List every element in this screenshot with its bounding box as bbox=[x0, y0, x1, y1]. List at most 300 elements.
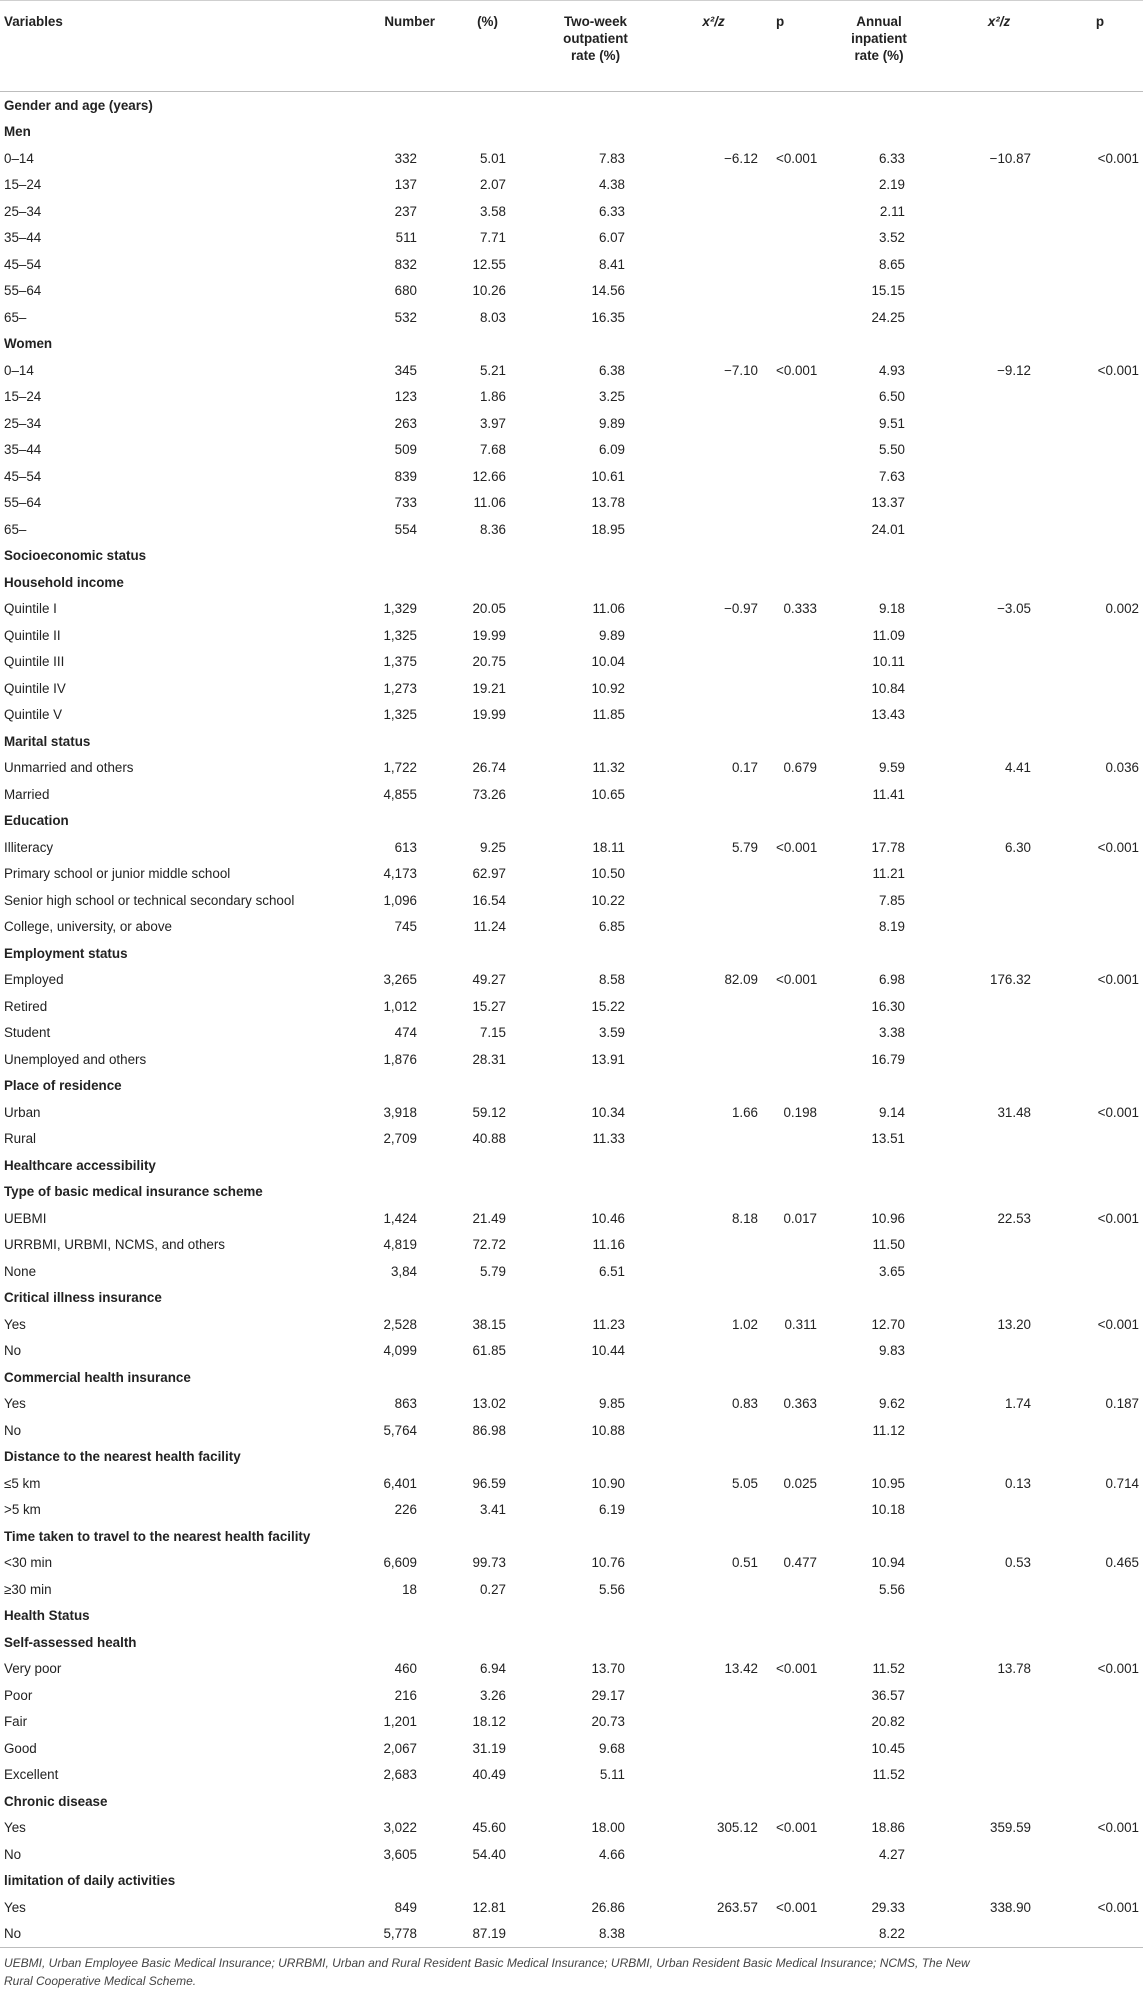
cell-p-1: <0.001 bbox=[776, 362, 818, 378]
cell-two-week-rate: 18.11 bbox=[592, 839, 625, 855]
cell-number: 1,329 bbox=[383, 601, 417, 617]
cell-chi-square-2 bbox=[941, 702, 1057, 729]
cell-two-week-rate: 6.85 bbox=[598, 919, 625, 935]
cell-percent: 6.94 bbox=[479, 1661, 506, 1677]
cell-percent: 73.26 bbox=[472, 786, 506, 802]
cell-chi-square-1 bbox=[655, 1576, 772, 1603]
section-label: Place of residence bbox=[4, 1078, 122, 1094]
cell-variable: No bbox=[4, 1846, 22, 1862]
section-label: Self-assessed health bbox=[4, 1634, 137, 1650]
cell-annual-rate: 10.11 bbox=[872, 654, 905, 670]
cell-variable: 35–44 bbox=[4, 230, 42, 246]
cell-annual-rate: 6.50 bbox=[878, 389, 905, 405]
cell-p-2 bbox=[1057, 993, 1143, 1020]
cell-p-1 bbox=[772, 1682, 817, 1709]
cell-chi-square-1 bbox=[655, 1417, 772, 1444]
section-row bbox=[0, 1868, 1143, 1895]
table-row bbox=[0, 1841, 1143, 1868]
section-row bbox=[0, 331, 1143, 358]
cell-chi-square-2 bbox=[941, 198, 1057, 225]
cell-p-2 bbox=[1057, 781, 1143, 808]
cell-annual-rate: 20.82 bbox=[871, 1714, 905, 1730]
cell-p-2 bbox=[1057, 172, 1143, 199]
cell-two-week-rate: 16.35 bbox=[591, 309, 625, 325]
footnote-line-1: UEBMI, Urban Employee Basic Medical Insurance; URRBMI, Urban and Rural Resident Basic Medical Insurance; URBMI, Urban Resident Basic Medical Insurance; NCMS, The New bbox=[4, 1956, 970, 1970]
header-annual-line1: Annual bbox=[856, 14, 902, 29]
table-row bbox=[0, 914, 1143, 941]
cell-chi-square-2 bbox=[941, 251, 1057, 278]
cell-chi-square-1 bbox=[655, 649, 772, 676]
cell-number: 1,096 bbox=[383, 892, 417, 908]
cell-p-2 bbox=[1057, 304, 1143, 331]
header-p-2: p bbox=[1057, 1, 1143, 92]
cell-annual-rate: 17.78 bbox=[871, 839, 905, 855]
cell-number: 839 bbox=[394, 468, 417, 484]
cell-variable: Very poor bbox=[4, 1661, 62, 1677]
cell-number: 4,819 bbox=[383, 1237, 417, 1253]
cell-p-2: 0.187 bbox=[1105, 1396, 1139, 1412]
cell-two-week-rate: 5.56 bbox=[598, 1581, 625, 1597]
cell-p-1 bbox=[772, 887, 817, 914]
cell-annual-rate: 11.50 bbox=[872, 1237, 905, 1253]
table-row bbox=[0, 1020, 1143, 1047]
cell-annual-rate: 6.98 bbox=[878, 972, 905, 988]
cell-p-2 bbox=[1057, 1497, 1143, 1524]
cell-chi-square-2 bbox=[941, 1338, 1057, 1365]
cell-chi-square-1 bbox=[655, 993, 772, 1020]
cell-two-week-rate: 5.11 bbox=[599, 1767, 625, 1783]
cell-chi-square-1: 5.05 bbox=[731, 1475, 758, 1491]
cell-variable: College, university, or above bbox=[4, 919, 172, 935]
cell-annual-rate: 10.96 bbox=[871, 1210, 905, 1226]
table-row bbox=[0, 834, 1143, 861]
cell-percent: 15.27 bbox=[472, 998, 506, 1014]
cell-number: 680 bbox=[394, 283, 417, 299]
cell-p-1 bbox=[772, 1497, 817, 1524]
cell-percent: 19.21 bbox=[472, 680, 506, 696]
table-row bbox=[0, 1682, 1143, 1709]
cell-p-2 bbox=[1057, 1020, 1143, 1047]
cell-percent: 2.07 bbox=[479, 177, 506, 193]
cell-annual-rate: 11.12 bbox=[872, 1422, 905, 1438]
cell-chi-square-1 bbox=[655, 702, 772, 729]
cell-percent: 12.55 bbox=[472, 256, 506, 272]
cell-p-2 bbox=[1057, 675, 1143, 702]
table-row bbox=[0, 1576, 1143, 1603]
cell-number: 4,855 bbox=[383, 786, 417, 802]
cell-p-2 bbox=[1057, 1921, 1143, 1948]
cell-p-2: <0.001 bbox=[1097, 1316, 1139, 1332]
cell-p-1 bbox=[772, 1046, 817, 1073]
cell-number: 474 bbox=[394, 1025, 417, 1041]
table-row bbox=[0, 649, 1143, 676]
cell-p-2: <0.001 bbox=[1097, 1820, 1139, 1836]
cell-p-1: 0.333 bbox=[783, 601, 817, 617]
cell-chi-square-2: −3.05 bbox=[997, 601, 1031, 617]
cell-annual-rate: 9.62 bbox=[878, 1396, 905, 1412]
table-row bbox=[0, 1046, 1143, 1073]
cell-two-week-rate: 9.89 bbox=[598, 415, 625, 431]
cell-annual-rate: 9.14 bbox=[878, 1104, 905, 1120]
section-label: Healthcare accessibility bbox=[4, 1157, 156, 1173]
table-row bbox=[0, 1894, 1143, 1921]
table-row bbox=[0, 384, 1143, 411]
cell-percent: 10.26 bbox=[472, 283, 506, 299]
cell-annual-rate: 3.52 bbox=[878, 230, 905, 246]
cell-chi-square-2 bbox=[941, 622, 1057, 649]
table-row bbox=[0, 1735, 1143, 1762]
cell-p-1 bbox=[772, 1921, 817, 1948]
cell-number: 2,528 bbox=[383, 1316, 417, 1332]
cell-variable: Excellent bbox=[4, 1767, 59, 1783]
cell-chi-square-2: 22.53 bbox=[997, 1210, 1031, 1226]
table-row bbox=[0, 1232, 1143, 1259]
cell-chi-square-2 bbox=[941, 384, 1057, 411]
cell-percent: 28.31 bbox=[472, 1051, 506, 1067]
cell-variable: <30 min bbox=[4, 1555, 53, 1571]
cell-p-1: 0.679 bbox=[783, 760, 817, 776]
cell-number: 4,173 bbox=[383, 866, 417, 882]
cell-chi-square-2 bbox=[941, 1735, 1057, 1762]
cell-p-2 bbox=[1057, 225, 1143, 252]
cell-variable: Retired bbox=[4, 998, 48, 1014]
cell-p-1 bbox=[772, 1709, 817, 1736]
cell-chi-square-2: 13.78 bbox=[997, 1661, 1031, 1677]
cell-two-week-rate: 3.25 bbox=[598, 389, 625, 405]
cell-p-1 bbox=[772, 1417, 817, 1444]
cell-p-2 bbox=[1057, 437, 1143, 464]
cell-p-1 bbox=[772, 861, 817, 888]
cell-p-1 bbox=[772, 172, 817, 199]
cell-chi-square-1: 263.57 bbox=[717, 1899, 758, 1915]
cell-chi-square-2: −9.12 bbox=[997, 362, 1031, 378]
section-label: Critical illness insurance bbox=[4, 1290, 162, 1306]
cell-number: 237 bbox=[394, 203, 417, 219]
section-label: Employment status bbox=[4, 945, 128, 961]
section-row bbox=[0, 1788, 1143, 1815]
section-label: Type of basic medical insurance scheme bbox=[4, 1184, 263, 1200]
cell-p-2 bbox=[1057, 702, 1143, 729]
cell-variable: Yes bbox=[4, 1316, 26, 1332]
cell-percent: 62.97 bbox=[472, 866, 506, 882]
cell-variable: 35–44 bbox=[4, 442, 42, 458]
cell-p-2 bbox=[1057, 463, 1143, 490]
cell-percent: 96.59 bbox=[472, 1475, 506, 1491]
cell-chi-square-1 bbox=[655, 1338, 772, 1365]
cell-p-1 bbox=[772, 1576, 817, 1603]
cell-percent: 31.19 bbox=[472, 1740, 506, 1756]
cell-variable: 0–14 bbox=[4, 362, 34, 378]
cell-percent: 16.54 bbox=[472, 892, 506, 908]
cell-percent: 12.66 bbox=[472, 468, 506, 484]
cell-percent: 7.71 bbox=[479, 230, 506, 246]
cell-percent: 3.97 bbox=[479, 415, 506, 431]
cell-number: 511 bbox=[395, 230, 417, 246]
cell-p-2 bbox=[1057, 1682, 1143, 1709]
cell-variable: URRBMI, URBMI, NCMS, and others bbox=[4, 1237, 225, 1253]
cell-number: 332 bbox=[394, 150, 417, 166]
cell-chi-square-2: 0.53 bbox=[1004, 1555, 1031, 1571]
cell-number: 3,022 bbox=[383, 1820, 417, 1836]
cell-p-2: <0.001 bbox=[1097, 1210, 1139, 1226]
cell-number: 1,424 bbox=[383, 1210, 417, 1226]
cell-percent: 19.99 bbox=[472, 627, 506, 643]
cell-chi-square-2 bbox=[941, 1682, 1057, 1709]
header-two-week-line2: outpatient bbox=[563, 31, 628, 46]
cell-chi-square-1: 5.79 bbox=[731, 839, 758, 855]
table-row bbox=[0, 463, 1143, 490]
table-row bbox=[0, 1417, 1143, 1444]
table-header bbox=[0, 1, 1143, 92]
section-label: Commercial health insurance bbox=[4, 1369, 191, 1385]
cell-chi-square-1 bbox=[655, 1258, 772, 1285]
cell-p-2 bbox=[1057, 1338, 1143, 1365]
cell-p-1: <0.001 bbox=[776, 1820, 818, 1836]
table-footnote bbox=[0, 1948, 1143, 1990]
cell-percent: 11.24 bbox=[473, 919, 506, 935]
section-row bbox=[0, 569, 1143, 596]
table-row bbox=[0, 1921, 1143, 1948]
section-row bbox=[0, 1285, 1143, 1312]
table-row bbox=[0, 1497, 1143, 1524]
cell-number: 1,201 bbox=[383, 1714, 417, 1730]
cell-percent: 8.36 bbox=[479, 521, 506, 537]
header-number: Number bbox=[375, 1, 439, 92]
cell-p-2: <0.001 bbox=[1097, 1104, 1139, 1120]
table-row bbox=[0, 1205, 1143, 1232]
cell-chi-square-1 bbox=[655, 1497, 772, 1524]
cell-number: 2,683 bbox=[383, 1767, 417, 1783]
cell-chi-square-1 bbox=[655, 1735, 772, 1762]
cell-annual-rate: 11.41 bbox=[872, 786, 905, 802]
cell-p-2 bbox=[1057, 1576, 1143, 1603]
cell-two-week-rate: 13.78 bbox=[591, 495, 625, 511]
cell-two-week-rate: 6.51 bbox=[598, 1263, 625, 1279]
header-annual-line2: inpatient bbox=[851, 31, 907, 46]
cell-chi-square-1: 1.02 bbox=[731, 1316, 758, 1332]
cell-percent: 54.40 bbox=[472, 1846, 506, 1862]
table-row bbox=[0, 1656, 1143, 1683]
header-annual-line3: rate (%) bbox=[854, 48, 904, 63]
cell-two-week-rate: 26.86 bbox=[591, 1899, 625, 1915]
cell-p-1: <0.001 bbox=[776, 839, 818, 855]
cell-two-week-rate: 4.38 bbox=[598, 177, 625, 193]
cell-p-2: <0.001 bbox=[1097, 972, 1139, 988]
cell-p-2: 0.714 bbox=[1105, 1475, 1139, 1491]
cell-chi-square-1 bbox=[655, 1709, 772, 1736]
cell-p-2 bbox=[1057, 1762, 1143, 1789]
cell-p-1 bbox=[772, 410, 817, 437]
cell-p-2: 0.036 bbox=[1105, 760, 1139, 776]
cell-annual-rate: 24.25 bbox=[871, 309, 905, 325]
cell-p-2 bbox=[1057, 490, 1143, 517]
cell-chi-square-2: 176.32 bbox=[990, 972, 1031, 988]
cell-p-1: 0.198 bbox=[783, 1104, 817, 1120]
cell-annual-rate: 9.59 bbox=[878, 760, 905, 776]
cell-percent: 11.06 bbox=[473, 495, 506, 511]
cell-number: 1,722 bbox=[383, 760, 417, 776]
cell-percent: 19.99 bbox=[472, 707, 506, 723]
cell-percent: 9.25 bbox=[479, 839, 506, 855]
cell-chi-square-2 bbox=[941, 172, 1057, 199]
cell-annual-rate: 5.50 bbox=[878, 442, 905, 458]
cell-chi-square-1: 0.83 bbox=[731, 1396, 758, 1412]
cell-number: 3,605 bbox=[383, 1846, 417, 1862]
header-chi-square-1: x²/z bbox=[655, 1, 772, 92]
cell-chi-square-2 bbox=[941, 1762, 1057, 1789]
cell-annual-rate: 8.65 bbox=[878, 256, 905, 272]
cell-two-week-rate: 11.32 bbox=[592, 760, 625, 776]
cell-percent: 7.68 bbox=[479, 442, 506, 458]
cell-p-1: <0.001 bbox=[776, 1899, 818, 1915]
cell-two-week-rate: 9.68 bbox=[598, 1740, 625, 1756]
cell-variable: Employed bbox=[4, 972, 64, 988]
cell-p-2: <0.001 bbox=[1097, 1661, 1139, 1677]
header-variables: Variables bbox=[0, 1, 375, 92]
cell-annual-rate: 4.93 bbox=[878, 362, 905, 378]
cell-two-week-rate: 10.22 bbox=[591, 892, 625, 908]
cell-two-week-rate: 6.38 bbox=[598, 362, 625, 378]
table-row bbox=[0, 490, 1143, 517]
cell-number: 123 bbox=[394, 389, 417, 405]
cell-variable: 65– bbox=[4, 309, 27, 325]
section-row bbox=[0, 808, 1143, 835]
cell-variable: Fair bbox=[4, 1714, 28, 1730]
cell-chi-square-2: 6.30 bbox=[1004, 839, 1031, 855]
cell-two-week-rate: 13.91 bbox=[591, 1051, 625, 1067]
section-label: Chronic disease bbox=[4, 1793, 108, 1809]
cell-percent: 20.05 bbox=[472, 601, 506, 617]
table-row bbox=[0, 1815, 1143, 1842]
section-row bbox=[0, 92, 1143, 119]
cell-variable: 55–64 bbox=[4, 495, 42, 511]
cell-p-2 bbox=[1057, 1126, 1143, 1153]
header-p-1: p bbox=[772, 1, 817, 92]
cell-two-week-rate: 15.22 bbox=[591, 998, 625, 1014]
cell-chi-square-1 bbox=[655, 410, 772, 437]
cell-two-week-rate: 6.19 bbox=[598, 1502, 625, 1518]
section-row bbox=[0, 1179, 1143, 1206]
cell-p-2: <0.001 bbox=[1097, 362, 1139, 378]
cell-chi-square-1 bbox=[655, 225, 772, 252]
cell-p-2 bbox=[1057, 251, 1143, 278]
cell-variable: Quintile II bbox=[4, 627, 61, 643]
cell-p-1 bbox=[772, 1020, 817, 1047]
cell-p-2 bbox=[1057, 410, 1143, 437]
cell-two-week-rate: 11.06 bbox=[592, 601, 625, 617]
table-row bbox=[0, 1550, 1143, 1577]
cell-variable: 55–64 bbox=[4, 283, 42, 299]
cell-p-2 bbox=[1057, 516, 1143, 543]
cell-annual-rate: 9.18 bbox=[878, 601, 905, 617]
cell-annual-rate: 7.85 bbox=[878, 892, 905, 908]
cell-variable: Primary school or junior middle school bbox=[4, 866, 231, 882]
cell-variable: Yes bbox=[4, 1820, 26, 1836]
cell-number: 554 bbox=[394, 521, 417, 537]
cell-chi-square-1: 1.66 bbox=[731, 1104, 758, 1120]
cell-number: 832 bbox=[394, 256, 417, 272]
cell-percent: 12.81 bbox=[472, 1899, 506, 1915]
cell-number: 613 bbox=[394, 839, 417, 855]
cell-number: 460 bbox=[394, 1661, 417, 1677]
cell-chi-square-1 bbox=[655, 1921, 772, 1948]
cell-variable: Rural bbox=[4, 1131, 36, 1147]
cell-p-1 bbox=[772, 1232, 817, 1259]
cell-p-1: 0.311 bbox=[784, 1316, 817, 1332]
cell-number: 509 bbox=[394, 442, 417, 458]
cell-two-week-rate: 18.95 bbox=[591, 521, 625, 537]
cell-variable: 25–34 bbox=[4, 415, 42, 431]
section-row bbox=[0, 1073, 1143, 1100]
section-label: Women bbox=[4, 336, 53, 352]
cell-variable: Quintile III bbox=[4, 654, 65, 670]
cell-two-week-rate: 6.09 bbox=[598, 442, 625, 458]
cell-two-week-rate: 3.59 bbox=[598, 1025, 625, 1041]
cell-chi-square-1 bbox=[655, 887, 772, 914]
section-row bbox=[0, 1629, 1143, 1656]
section-label: Health Status bbox=[4, 1608, 90, 1624]
cell-p-1 bbox=[772, 781, 817, 808]
cell-percent: 3.41 bbox=[479, 1502, 506, 1518]
cell-number: 3,918 bbox=[383, 1104, 417, 1120]
cell-chi-square-2 bbox=[941, 993, 1057, 1020]
cell-chi-square-2 bbox=[941, 225, 1057, 252]
cell-percent: 61.85 bbox=[472, 1343, 506, 1359]
cell-number: 733 bbox=[394, 495, 417, 511]
cell-percent: 5.79 bbox=[479, 1263, 506, 1279]
table-row bbox=[0, 357, 1143, 384]
cell-p-1 bbox=[772, 675, 817, 702]
cell-p-1 bbox=[772, 490, 817, 517]
cell-variable: Poor bbox=[4, 1687, 33, 1703]
cell-annual-rate: 5.56 bbox=[878, 1581, 905, 1597]
cell-annual-rate: 18.86 bbox=[871, 1820, 905, 1836]
cell-percent: 0.27 bbox=[479, 1581, 506, 1597]
cell-variable: Unemployed and others bbox=[4, 1051, 147, 1067]
cell-percent: 72.72 bbox=[472, 1237, 506, 1253]
table-row bbox=[0, 861, 1143, 888]
cell-two-week-rate: 10.92 bbox=[591, 680, 625, 696]
cell-p-2 bbox=[1057, 278, 1143, 305]
cell-number: 226 bbox=[394, 1502, 417, 1518]
section-row bbox=[0, 1444, 1143, 1471]
cell-percent: 45.60 bbox=[472, 1820, 506, 1836]
cell-number: 1,876 bbox=[383, 1051, 417, 1067]
table-row bbox=[0, 410, 1143, 437]
cell-p-1 bbox=[772, 251, 817, 278]
cell-chi-square-2: 359.59 bbox=[990, 1820, 1031, 1836]
table-row bbox=[0, 1258, 1143, 1285]
cell-variable: 65– bbox=[4, 521, 27, 537]
cell-annual-rate: 8.19 bbox=[878, 919, 905, 935]
cell-variable: ≤5 km bbox=[4, 1475, 41, 1491]
cell-chi-square-2: 338.90 bbox=[990, 1899, 1031, 1915]
cell-percent: 99.73 bbox=[472, 1555, 506, 1571]
cell-chi-square-2 bbox=[941, 437, 1057, 464]
cell-number: 345 bbox=[394, 362, 417, 378]
table-row bbox=[0, 675, 1143, 702]
cell-p-2 bbox=[1057, 384, 1143, 411]
cell-number: 745 bbox=[394, 919, 417, 935]
cell-variable: 25–34 bbox=[4, 203, 42, 219]
cell-p-1 bbox=[772, 622, 817, 649]
table-row bbox=[0, 702, 1143, 729]
section-label: Men bbox=[4, 124, 31, 140]
cell-two-week-rate: 10.50 bbox=[591, 866, 625, 882]
cell-p-2 bbox=[1057, 1841, 1143, 1868]
cell-chi-square-1: −7.10 bbox=[724, 362, 758, 378]
cell-annual-rate: 7.63 bbox=[878, 468, 905, 484]
